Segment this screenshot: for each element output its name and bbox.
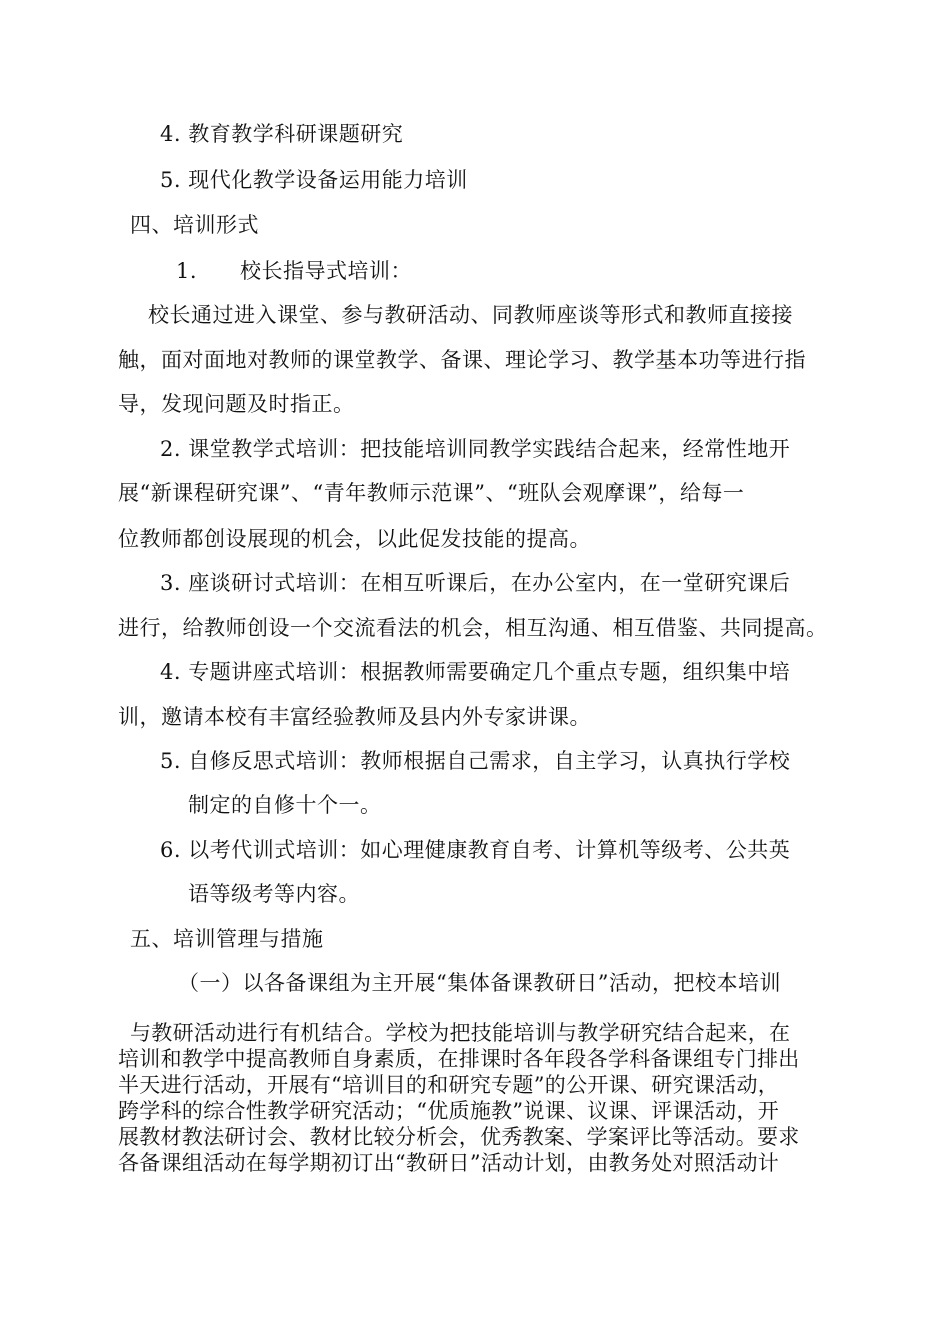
paragraph-line: 展教材教法研讨会、教材比较分析会，优秀教案、学案评比等活动。要求: [118, 1125, 800, 1149]
section-heading-4: 四、培训形式: [130, 213, 259, 237]
paragraph-line: 校长通过进入课堂、参与教研活动、同教师座谈等形式和教师直接接: [148, 303, 793, 327]
list-item-5-equipment: 5. 现代化教学设备运用能力培训: [160, 168, 468, 192]
paragraph-line: 进行，给教师创设一个交流看法的机会，相互沟通、相互借鉴、共同提高。: [118, 616, 828, 640]
paragraph-line: 制定的自修十个一。: [188, 793, 382, 817]
paragraph-line: 跨学科的综合性教学研究活动；“优质施教”说课、议课、评课活动，开: [118, 1099, 780, 1123]
paragraph-line: 位教师都创设展现的机会，以此促发技能的提高。: [118, 527, 591, 551]
subheading-measure-1: （一）以各备课组为主开展“集体备课教研日”活动，把校本培训: [178, 971, 781, 995]
paragraph-line: 触，面对面地对教师的课堂教学、备课、理论学习、教学基本功等进行指: [118, 348, 806, 372]
paragraph-line: 培训和教学中提高教师自身素质，在排课时各年段各学科备课组专门排出: [118, 1047, 800, 1071]
paragraph-line: 6. 以考代训式培训：如心理健康教育自考、计算机等级考、公共英: [160, 838, 791, 862]
paragraph-line: 5. 自修反思式培训：教师根据自己需求，自主学习，认真执行学校: [160, 749, 791, 773]
paragraph-line: 与教研活动进行有机结合。学校为把技能培训与教学研究结合起来，在: [130, 1021, 791, 1045]
paragraph-line: 各备课组活动在每学期初订出“教研日”活动计划，由教务处对照活动计: [118, 1151, 780, 1175]
paragraph-line: 语等级考等内容。: [188, 882, 360, 906]
paragraph-line: 导，发现问题及时指正。: [118, 392, 355, 416]
paragraph-line: 2. 课堂教学式培训：把技能培训同教学实践结合起来，经常性地开: [160, 437, 791, 461]
paragraph-line: 4. 专题讲座式培训：根据教师需要确定几个重点专题，组织集中培: [160, 660, 791, 684]
paragraph-line: 半天进行活动，开展有“培训目的和研究专题”的公开课、研究课活动，: [118, 1073, 780, 1097]
subheading-principal-guidance: 1. 校长指导式培训：: [176, 259, 413, 283]
list-item-4-research: 4. 教育教学科研课题研究: [160, 122, 404, 146]
section-heading-5: 五、培训管理与措施: [130, 927, 324, 951]
paragraph-line: 展“新课程研究课”、“青年教师示范课”、“班队会观摩课”，给每一: [118, 481, 745, 505]
paragraph-line: 训，邀请本校有丰富经验教师及县内外专家讲课。: [118, 705, 591, 729]
paragraph-line: 3. 座谈研讨式培训：在相互听课后，在办公室内，在一堂研究课后: [160, 571, 791, 595]
